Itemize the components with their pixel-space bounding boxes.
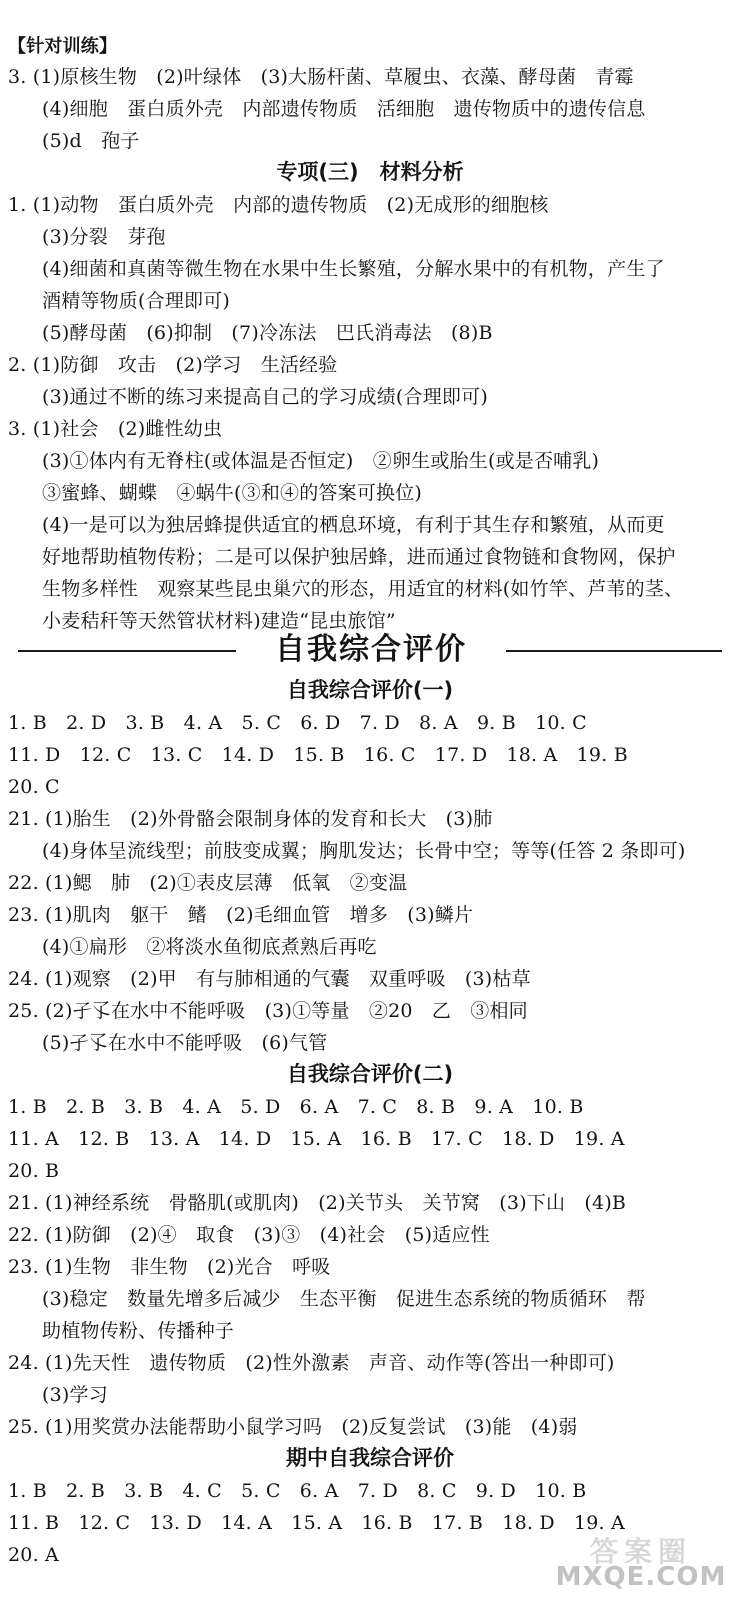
answer-line: (3)通过不断的练习来提高自己的学习成绩(合理即可) — [42, 386, 488, 408]
answer-line: 酒精等物质(合理即可) — [42, 290, 231, 312]
answer-line: (3)稳定 数量先增多后减少 生态平衡 促进生态系统的物质循环 帮 — [42, 1288, 646, 1310]
section-heading-eval1: 自我综合评价(一) — [286, 678, 454, 702]
answer-line: 22. (1)鳃 肺 (2)①表皮层薄 低氧 ②变温 — [8, 872, 408, 894]
answer-line: (3)学习 — [42, 1384, 108, 1406]
answer-line: 22. (1)防御 (2)④ 取食 (3)③ (4)社会 (5)适应性 — [8, 1224, 490, 1246]
answer-line: (5)孑孓在水中不能呼吸 (6)气管 — [42, 1032, 328, 1054]
training-tag: 【针对训练】 — [8, 36, 118, 57]
answer-line: 23. (1)生物 非生物 (2)光合 呼吸 — [8, 1256, 331, 1278]
answer-line: 助植物传粉、传播种子 — [42, 1320, 235, 1342]
answer-line: (4)①扁形 ②将淡水鱼彻底煮熟后再吃 — [42, 936, 377, 958]
answer-line: 好地帮助植物传粉；二是可以保护独居蜂，进而通过食物链和食物网，保护 — [42, 546, 676, 568]
answer-line: 生物多样性 观察某些昆虫巢穴的形态，用适宜的材料(如竹竿、芦苇的茎、 — [42, 578, 684, 600]
answer-line: 3. (1)原核生物 (2)叶绿体 (3)大肠杆菌、草履虫、衣藻、酵母菌 青霉 — [8, 66, 634, 88]
watermark-logo: 答案圈 — [589, 1535, 692, 1568]
answer-line: (4)一是可以为独居蜂提供适宜的栖息环境，有利于其生存和繁殖，从而更 — [42, 514, 665, 536]
answer-line: 21. (1)胎生 (2)外骨骼会限制身体的发育和长大 (3)肺 — [8, 808, 493, 830]
answer-line: 3. (1)社会 (2)雌性幼虫 — [8, 418, 223, 440]
answer-line: 11. D 12. C 13. C 14. D 15. B 16. C 17. D 18. A 19. B — [8, 744, 628, 766]
answer-line: (4)细菌和真菌等微生物在水果中生长繁殖，分解水果中的有机物，产生了 — [42, 258, 665, 280]
answer-line: 21. (1)神经系统 骨骼肌(或肌肉) (2)关节头 关节窝 (3)下山 (4)B — [8, 1192, 627, 1214]
answer-line: 1. B 2. D 3. B 4. A 5. C 6. D 7. D 8. A 9. B 10. C — [8, 712, 587, 734]
banner-title: 自我综合评价 — [275, 632, 467, 667]
answer-line: 小麦秸秆等天然管状材料)建造“昆虫旅馆” — [42, 610, 396, 632]
answer-line: (4)身体呈流线型；前肢变成翼；胸肌发达；长骨中空；等等(任答 2 条即可) — [42, 840, 686, 862]
section-heading-midterm: 期中自我综合评价 — [286, 1446, 454, 1470]
answer-line: (5)酵母菌 (6)抑制 (7)冷冻法 巴氏消毒法 (8)B — [42, 322, 493, 344]
site-watermark — [548, 1530, 734, 1594]
answer-line: 11. A 12. B 13. A 14. D 15. A 16. B 17. C 18. D 19. A — [8, 1128, 625, 1150]
answer-line: 23. (1)肌肉 躯干 鳍 (2)毛细血管 增多 (3)鳞片 — [8, 904, 474, 926]
answer-line: 1. B 2. B 3. B 4. C 5. C 6. A 7. D 8. C 9. D 10. B — [8, 1480, 587, 1502]
answer-line: ③蜜蜂、蝴蝶 ④蜗牛(③和④的答案可换位) — [42, 482, 423, 504]
answer-line: 20. A — [8, 1544, 59, 1566]
banner-rule-right — [506, 650, 722, 652]
watermark-text: MXQE.COM — [555, 1562, 727, 1592]
answer-line: 2. (1)防御 攻击 (2)学习 生活经验 — [8, 354, 338, 376]
banner-rule-left — [18, 650, 236, 652]
answer-line: 24. (1)先天性 遗传物质 (2)性外激素 声音、动作等(答出一种即可) — [8, 1352, 615, 1374]
answer-line: (3)①体内有无脊柱(或体温是否恒定) ②卵生或胎生(或是否哺乳) — [42, 450, 600, 472]
answer-line: (5)d 孢子 — [42, 130, 140, 152]
answer-line: 25. (2)孑孓在水中不能呼吸 (3)①等量 ②20 乙 ③相同 — [8, 1000, 528, 1022]
section-banner — [0, 630, 740, 670]
answer-line: 25. (1)用奖赏办法能帮助小鼠学习吗 (2)反复尝试 (3)能 (4)弱 — [8, 1416, 578, 1438]
section-heading-eval2: 自我综合评价(二) — [286, 1062, 454, 1086]
answer-line: (4)细胞 蛋白质外壳 内部遗传物质 活细胞 遗传物质中的遗传信息 — [42, 98, 646, 120]
section-heading-special3: 专项(三) 材料分析 — [276, 160, 464, 184]
answer-line: 20. B — [8, 1160, 60, 1182]
answer-line: (3)分裂 芽孢 — [42, 226, 166, 248]
answer-line: 1. B 2. B 3. B 4. A 5. D 6. A 7. C 8. B 9. A 10. B — [8, 1096, 584, 1118]
answer-line: 24. (1)观察 (2)甲 有与肺相通的气囊 双重呼吸 (3)枯草 — [8, 968, 531, 990]
answer-line: 11. B 12. C 13. D 14. A 15. A 16. B 17. B 18. D 19. A — [8, 1512, 625, 1534]
answer-line: 20. C — [8, 776, 60, 798]
answer-line: 1. (1)动物 蛋白质外壳 内部的遗传物质 (2)无成形的细胞核 — [8, 194, 549, 216]
